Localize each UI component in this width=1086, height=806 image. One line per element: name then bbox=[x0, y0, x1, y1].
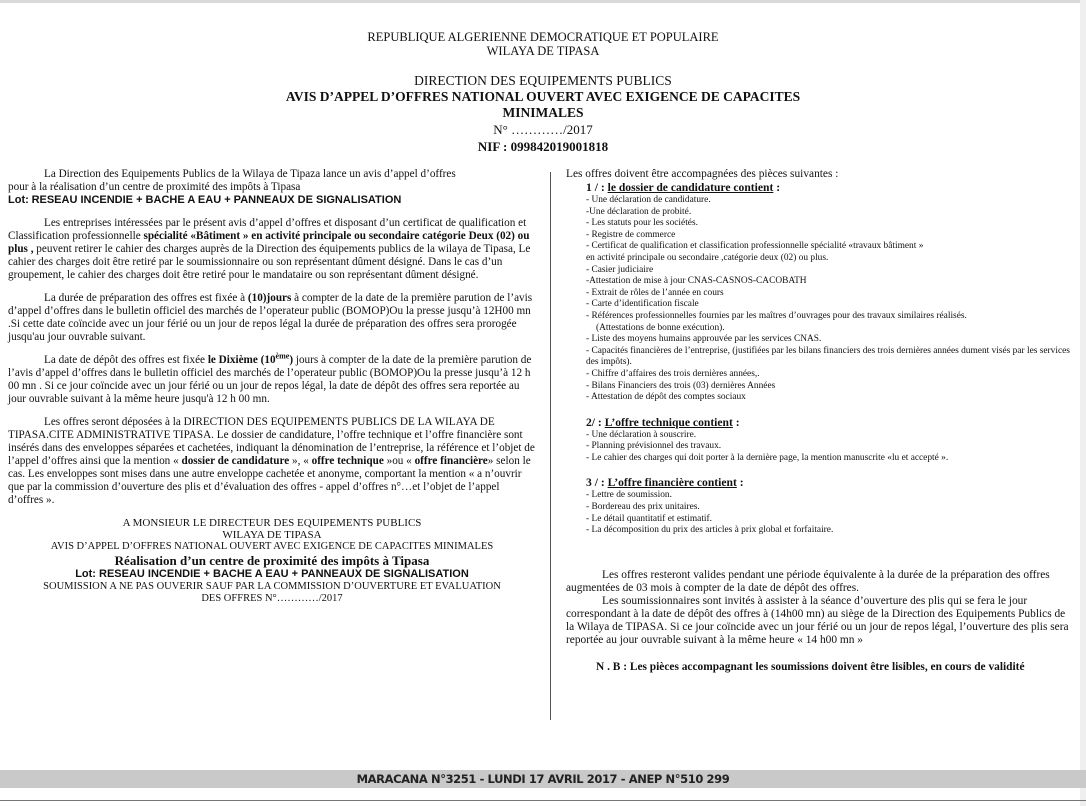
list-item: - Bilans Financiers des trois (03) dernières Années bbox=[586, 380, 776, 391]
intro-line-2: pour à la réalisation d’un centre de proximité des impôts à Tipasa bbox=[8, 181, 301, 193]
envelope-project: Réalisation d’un centre de proximité des impôts à Tipasa bbox=[114, 553, 430, 568]
closing-paragraphs bbox=[566, 569, 1076, 647]
section-3-colon: : bbox=[739, 476, 744, 490]
deposit-text-c: jours à compter de la date de la première parution de l’avis d’appel d’offres dans le bulletin officiel des marchés de l’operateur public (BOMOP)Ou la presse jusqu’à 12 h 00 mn . Si ce jour coïncide avec un jour férié ou un jour de repos légal, la date de dépôt des offres sera reportée au jour ouvrable suivant à la même heure jusqu'à 12 h 00 mn. bbox=[8, 354, 532, 405]
preparation-text-a: La durée de préparation des offres est fixée à bbox=[44, 292, 246, 304]
publication-footer: MARACANA N°3251 - LUNDI 17 AVRIL 2017 - ANEP N°510 299 bbox=[0, 770, 1086, 788]
deposit-paragraph bbox=[8, 351, 536, 406]
nota-bene: N . B : Les pièces accompagnant les soumissions doivent être lisibles, en cours de validité bbox=[596, 660, 1025, 673]
list-item: -Attestation de mise à jour CNAS-CASNOS-CACOBATH bbox=[586, 276, 807, 287]
list-item: - Extrait de rôles de l’année en cours bbox=[586, 287, 724, 298]
top-edge bbox=[0, 0, 1086, 3]
preparation-text-c: à compter de la date de la première parution de l’avis d’appel d’offres dans le bulletin officiel des marchés de l’operateur public (BOMOP)Ou la presse jusqu’à 12H00 mn .Si cette date coïncide avec un jour férié ou un jour de repos légal la durée de préparation des offres sera prorogée jusqu'au jour ouvrable suivant. bbox=[8, 292, 533, 343]
eligibility-text-c: peuvent retirer le cahier des charges auprès de la Direction des équipements publics de la wilaya de Tipasa, Le cahier des charges doit être retiré par le soumissionnaire ou son représentant dûment désigné. Dans le cas d’un groupement, le cahier des charges doit être retiré pour le mandataire ou son représentant dûment désigné. bbox=[8, 243, 531, 281]
documents-intro: Les offres doivent être accompagnées des pièces suivantes : bbox=[566, 168, 839, 180]
envelope-wilaya: WILAYA DE TIPASA bbox=[222, 529, 322, 541]
list-item: - Références professionnelles fournies par les maîtres d’ouvrages pour des travaux similaires réalisés. bbox=[586, 310, 967, 321]
list-item: - Une déclaration de candidature. bbox=[586, 195, 711, 205]
section-candidature bbox=[566, 181, 1076, 404]
validity-text: Les offres resteront valides pendant une période équivalente à la durée de la préparation des offres augmentées de 03 mois à compter de la date de dépôt des offres. bbox=[566, 568, 1050, 594]
section-1-colon: : bbox=[776, 181, 781, 194]
intro-line-1: La Direction des Equipements Publics de la Wilaya de Tipaza lance un avis d’appel d’offres bbox=[44, 168, 456, 180]
submission-paragraph bbox=[8, 416, 536, 507]
footer-rule bbox=[0, 800, 1086, 801]
list-item: - Casier judiciaire bbox=[586, 264, 654, 275]
envelope-lot-text: RESEAU INCENDIE + BACHE A EAU + PANNEAUX DE SIGNALISATION bbox=[99, 568, 469, 580]
list-item: - Attestation de dépôt des comptes sociaux bbox=[586, 392, 746, 403]
validity-paragraph bbox=[566, 569, 1076, 595]
list-item: -Une déclaration de probité. bbox=[586, 206, 692, 217]
eligibility-text-a: Les entreprises intéressées par le présent avis d’appel d’offres et disposant d’un certificat de qualification et Classification professionnelle bbox=[8, 217, 527, 242]
section-1-number: 1 / : bbox=[586, 181, 605, 194]
list-item: - Chiffre d’affaires des trois dernières années,. bbox=[586, 368, 760, 379]
list-item: - Capacités financières de l’entreprise, (justifiées par les bilans financiers des trois dernières années dument visés par les services des impôts). bbox=[586, 345, 1070, 368]
opening-text: Les soumissionnaires sont invités à assister à la séance d’ouverture des plis qui se fera le jour correspondant à la date de dépôt des offres à (14h00 mn) au siège de la Direction des Equipements Publics de la Wilaya de TIPASA. Si ce jour coïncide avec un jour férié ou un jour de repos légal, l’ouverture des plis sera reportée au jour ouvrable suivant à la même heure « 14 h00 mn » bbox=[566, 594, 1069, 646]
opening-paragraph bbox=[566, 595, 1076, 647]
list-item: (Attestations de bonne exécution). bbox=[596, 322, 725, 333]
deposit-text-a: La date de dépôt des offres est fixée bbox=[44, 354, 206, 366]
left-column bbox=[8, 168, 536, 605]
eligibility-speciality: spécialité «Bâtiment » en activité principale ou secondaire catégorie Deux (02) ou plus , bbox=[8, 230, 530, 255]
submission-text-c: », « bbox=[292, 455, 309, 467]
section-3-number: 3 / : bbox=[586, 476, 605, 490]
section-3-title: L’offre financière contient bbox=[607, 476, 737, 490]
submission-text-e: »ou « bbox=[386, 455, 412, 467]
section-2-title: L’offre technique contient bbox=[604, 415, 733, 429]
list-item: en activité principale ou secondaire ,catégorie deux (02) ou plus. bbox=[586, 252, 829, 263]
list-item: - Le cahier des charges qui doit porter à la dernière page, la mention manuscrite «lu et accepté ». bbox=[586, 452, 949, 463]
direction-name: DIRECTION DES EQUIPEMENTS PUBLICS bbox=[414, 73, 672, 88]
envelope-number: DES OFFRES N°…………/2017 bbox=[201, 593, 343, 604]
wilaya-name: WILAYA DE TIPASA bbox=[486, 44, 600, 58]
list-item: - Bordereau des prix unitaires. bbox=[586, 502, 700, 513]
list-item: - Planning prévisionnel des travaux. bbox=[586, 441, 722, 452]
notice-title-line1: AVIS D’APPEL D’OFFRES NATIONAL OUVERT AVEC EXIGENCE DE CAPACITES bbox=[285, 89, 801, 104]
deposit-day-suffix: ème bbox=[275, 351, 290, 361]
submission-text-a: Les offres seront déposées à la DIRECTION DES EQUIPEMENTS PUBLICS DE LA WILAYA DE TIPASA.CITE ADMINISTRATIVE TIPASA. Le dossier de candidature, l’offre technique et l’offre financière sont insérés dans des enveloppes séparées et cachetées, indiquant la dénomination de l’entreprise, la référence et l’objet de l’appel d’offres ainsi que la mention « bbox=[8, 416, 535, 467]
deposit-day-close: ) bbox=[289, 354, 294, 366]
envelope-label bbox=[8, 517, 536, 605]
section-technique bbox=[566, 416, 1076, 465]
envelope-recipient: A MONSIEUR LE DIRECTEUR DES EQUIPEMENTS PUBLICS bbox=[122, 517, 422, 529]
deposit-day: le Dixième (10 bbox=[207, 354, 276, 366]
list-item: - Le détail quantitatif et estimatif. bbox=[586, 513, 712, 524]
list-item: - Liste des moyens humains approuvée par les services CNAS. bbox=[586, 334, 822, 345]
section-financiere bbox=[566, 476, 1076, 536]
lot-label: Lot: bbox=[8, 194, 29, 206]
mention-financiere: offre financière bbox=[414, 455, 488, 467]
nif-number: NIF : 099842019001818 bbox=[477, 139, 609, 154]
list-item: - Une déclaration à souscrire. bbox=[586, 429, 697, 440]
mention-technique: offre technique bbox=[311, 455, 384, 467]
eligibility-paragraph bbox=[8, 217, 536, 282]
section-2-colon: : bbox=[735, 415, 740, 429]
notice-number: N° …………/2017 bbox=[493, 122, 593, 137]
section-1-title: le dossier de candidature contient bbox=[607, 181, 774, 194]
country-name: REPUBLIQUE ALGERIENNE DEMOCRATIQUE ET POPULAIRE bbox=[367, 30, 719, 44]
section-2-number: 2/ : bbox=[586, 415, 602, 429]
lot-text: RESEAU INCENDIE + BACHE A EAU + PANNEAUX DE SIGNALISATION bbox=[31, 194, 402, 206]
notice-header bbox=[0, 30, 1086, 155]
intro-paragraph bbox=[8, 168, 536, 207]
envelope-notice-type: AVIS D’APPEL D’OFFRES NATIONAL OUVERT AVEC EXIGENCE DE CAPACITES MINIMALES bbox=[50, 541, 494, 552]
notice-title-line2: MINIMALES bbox=[502, 105, 584, 120]
preparation-paragraph bbox=[8, 292, 536, 344]
preparation-duration: (10)jours bbox=[247, 292, 292, 304]
mention-dossier: dossier de candidature bbox=[181, 455, 290, 467]
list-item: - Registre de commerce bbox=[586, 229, 676, 240]
list-item: - Lettre de soumission. bbox=[586, 490, 672, 501]
list-item: - Carte d’identification fiscale bbox=[586, 299, 699, 310]
column-divider bbox=[550, 172, 551, 720]
envelope-warning: SOUMISSION A NE PAS OUVERIR SAUF PAR LA COMMISSION D’OUVERTURE ET EVALUATION bbox=[43, 581, 501, 592]
right-column bbox=[566, 168, 1076, 674]
list-item: - La décomposition du prix des articles à prix global et forfaitaire. bbox=[586, 525, 834, 536]
list-item: - Les statuts pour les sociétés. bbox=[586, 218, 698, 229]
envelope-lot-label: Lot: bbox=[75, 568, 96, 580]
list-item: - Certificat de qualification et classification professionnelle spécialité «travaux bâtiment » bbox=[586, 241, 924, 252]
submission-text-g: » selon le cas. Les enveloppes sont mises dans une autre enveloppe cachetée et anonyme, comportant la mention « a n’ouvrir que par la commission d’ouverture des plis et d’évaluation des offres - appel d’offres n°…et l’objet de l’appel d’offres ». bbox=[8, 455, 531, 506]
